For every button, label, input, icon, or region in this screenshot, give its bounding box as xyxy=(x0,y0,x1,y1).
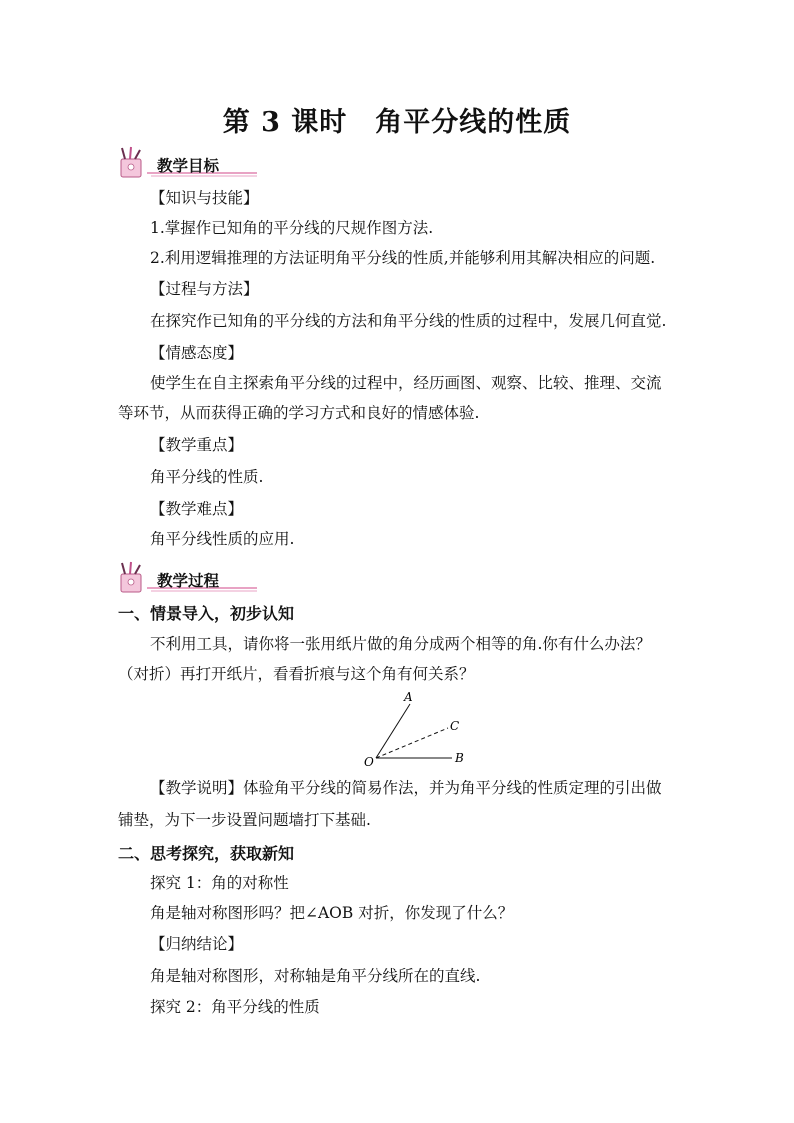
teaching-process-banner xyxy=(117,561,259,595)
explore-1-title: 探究 1：角的对称性 xyxy=(150,874,289,892)
teaching-goals-banner xyxy=(117,146,259,180)
point-a-label: A xyxy=(404,690,413,704)
process-text: 在探究作已知角的平分线的方法和角平分线的性质的过程中，发展几何直觉. xyxy=(150,312,667,330)
difficulty-heading: 【教学难点】 xyxy=(150,500,244,518)
summary-heading: 【归纳结论】 xyxy=(150,935,244,953)
key-point-text: 角平分线的性质. xyxy=(150,468,264,486)
emotion-text-line-2: 等环节，从而获得正确的学习方式和良好的情感体验. xyxy=(118,404,480,422)
teaching-note-line-2: 铺垫，为下一步设置问题墙打下基础. xyxy=(118,811,371,829)
knowledge-item-1: 1.掌握作已知角的平分线的尺规作图方法. xyxy=(150,219,434,237)
ray-oa xyxy=(376,704,410,758)
page-title: 第 3 课时 角平分线的性质 xyxy=(222,107,572,138)
key-point-heading: 【教学重点】 xyxy=(150,436,244,454)
banner-label: 教学目标 xyxy=(157,157,220,175)
point-o-label: O xyxy=(364,755,374,769)
knowledge-heading: 【知识与技能】 xyxy=(150,189,259,207)
process-heading: 【过程与方法】 xyxy=(150,280,259,298)
explore-2-title: 探究 2：角平分线的性质 xyxy=(150,998,320,1016)
emotion-heading: 【情感态度】 xyxy=(150,344,244,362)
bisector-oc xyxy=(376,728,448,758)
emotion-text-line-1: 使学生在自主探索角平分线的过程中，经历画图、观察、比较、推理、交流 xyxy=(150,374,662,392)
angle-bisector-figure xyxy=(360,690,470,770)
difficulty-text: 角平分线性质的应用. xyxy=(150,530,295,548)
section-1-text-line-1: 不利用工具，请你将一张用纸片做的角分成两个相等的角.你有什么办法？ xyxy=(150,635,651,653)
banner-label: 教学过程 xyxy=(157,572,220,590)
section-2-title: 二、思考探究，获取新知 xyxy=(118,844,295,863)
knowledge-item-2: 2.利用逻辑推理的方法证明角平分线的性质,并能够利用其解决相应的问题. xyxy=(150,249,656,267)
point-b-label: B xyxy=(455,751,464,765)
section-1-text-line-2: （对折）再打开纸片，看看折痕与这个角有何关系？ xyxy=(118,665,475,683)
section-1-title: 一、情景导入，初步认知 xyxy=(118,604,295,623)
teaching-note-line-1: 【教学说明】体验角平分线的简易作法，并为角平分线的性质定理的引出做 xyxy=(150,779,662,797)
summary-text: 角是轴对称图形，对称轴是角平分线所在的直线. xyxy=(150,967,481,985)
explore-1-question: 角是轴对称图形吗？把∠AOB 对折，你发现了什么？ xyxy=(150,904,514,922)
point-c-label: C xyxy=(450,719,460,733)
